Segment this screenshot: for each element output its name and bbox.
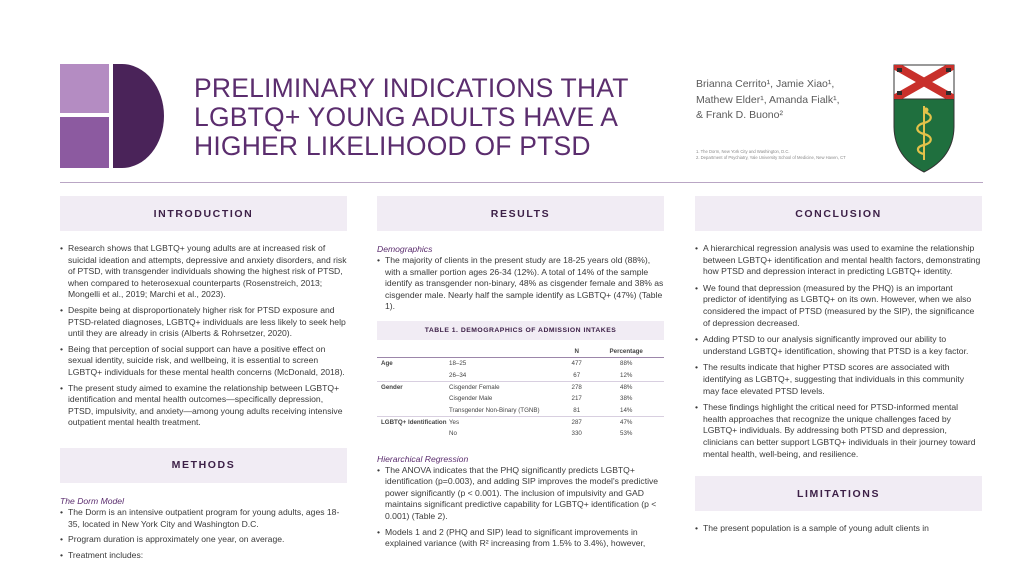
limitations-bullets [695,523,982,535]
methods-subheading: The Dorm Model [60,495,124,506]
list-item: • Program duration is approximately one year, on average. [60,534,347,546]
list-item: • Despite being at disproportionately higher risk for PTSD exposure and PTSD-related diagnoses, LGBTQ+ individuals are less likely to seek help until they are already in crisis (Alberts & Rohrsetzer, 2020). [60,305,347,340]
table-cell: Cisgender Female [449,383,500,391]
table-cell [377,428,449,439]
table-cell: 47% [620,419,633,427]
table-cell: Cisgender Male [449,395,493,403]
list-item: • These findings highlight the critical need for PTSD-informed mental health approaches that recognize the unique challenges faced by LGBTQ+ individuals. By addressing both PTSD and depression, clinicians can better support LGBTQ+ individuals in their journey toward mental health, well-being, and resilience. [695,402,982,460]
table-caption: TABLE 1. DEMOGRAPHICS OF ADMISSION INTAKES [377,321,664,340]
list-item: • The majority of clients in the present study are 18-25 years old (88%), with a smaller portion ages 26-34 (12%). A total of 14% of the sample identify as transgender non-binary, 48% as cisgender female and 38% as cisgender male. Nearly half the sample identify as LGBTQ+ (47%) (Table 1). [377,255,664,313]
table-cell [377,404,449,416]
title-line: PRELIMINARY INDICATIONS THAT [194,73,629,103]
introduction-bullets [60,243,347,429]
header-divider [60,182,983,183]
table-cell: LGBTQ+ Identification [381,419,447,427]
regression-bullets [377,465,664,550]
table-row [377,428,664,439]
list-item: • The present population is a sample of young adult clients in [695,523,982,535]
table-cell: 278 [571,383,582,391]
table-cell [377,369,449,381]
demographics-table [377,346,664,440]
limitations-heading: LIMITATIONS [695,476,982,511]
table-row [377,357,664,369]
table-cell: 18–25 [449,360,467,368]
table-cell: 330 [571,430,582,438]
poster-title [194,74,664,161]
list-item: • Being that perception of social support can have a positive effect on sexual identity, suicide risk, and wellbeing, it is essential to screen LGBTQ+ individuals for these mental health concerns (McDonald, 2018). [60,344,347,379]
methods-heading: METHODS [60,448,347,483]
table-cell: Transgender Non-Binary (TGNB) [449,404,565,416]
regression-subheading: Hierarchical Regression [377,453,469,464]
table-cell: 12% [588,369,664,381]
table-row [377,404,664,416]
table-cell: 14% [588,404,664,416]
conclusion-heading: CONCLUSION [695,196,982,231]
table-row [377,381,664,393]
demographics-subheading: Demographics [377,244,433,254]
table-row [377,393,664,404]
list-item: • We found that depression (measured by the PHQ) is an important predictor of identifying as LGBTQ+ on its own. However, when we also considered the impact of PTSD (measured by the SIP), the significance of depression decreased. [695,283,982,329]
table-row [377,369,664,381]
table-header-cell [449,346,565,358]
author-line: Brianna Cerrito¹, Jamie Xiao¹, [696,78,835,90]
column-middle [377,196,664,550]
title-line: LGBTQ+ YOUNG ADULTS HAVE A [194,102,619,132]
table-cell: Yes [449,419,460,427]
table-header-cell: N [565,346,588,358]
table-cell: 217 [571,395,582,403]
yale-shield-icon [893,64,955,174]
table-cell: 88% [620,360,633,368]
table-header-cell [377,346,449,358]
list-item: • The results indicate that higher PTSD scores are associated with identifying as LGBTQ+, suggesting that individuals in this community may face elevated PTSD levels. [695,362,982,397]
conclusion-bullets [695,243,982,460]
table-cell: 53% [620,430,633,438]
list-item: • Models 1 and 2 (PHQ and SIP) lead to significant improvements in explained variance (with R² increasing from 1.5% to 3.4%), however, [377,527,664,550]
table-cell: 287 [571,419,582,427]
table-cell: 38% [620,395,633,403]
table-header-cell: Percentage [588,346,664,358]
table-cell: 81 [565,404,588,416]
column-left [60,196,347,561]
table-cell: 67 [565,369,588,381]
table-cell: 477 [571,360,582,368]
results-heading: RESULTS [377,196,664,231]
author-list [696,77,876,124]
affiliations [696,149,896,161]
list-item: • The Dorm is an intensive outpatient program for young adults, ages 18-35, located in New York City and Washington D.C. [60,507,347,530]
introduction-heading: INTRODUCTION [60,196,347,231]
list-item: • A hierarchical regression analysis was used to examine the relationship between LGBTQ+ identification and mental health factors, demonstrating how PTSD and depression interact in predicting LGBTQ+ identity. [695,243,982,278]
list-item: • The present study aimed to examine the relationship between LGBTQ+ identification and mental health outcomes—specifically depression, PTSD, impulsivity, and anxiety—among young adults receiving intensive outpatient mental health treatment. [60,383,347,429]
title-line: HIGHER LIKELIHOOD OF PTSD [194,131,591,161]
affiliation-line: 2. Department of Psychiatry, Yale University School of Medicine, New Haven, CT [696,155,846,160]
list-item: • Treatment includes: [60,550,347,562]
list-item: • The ANOVA indicates that the PHQ significantly predicts LGBTQ+ identification (p=0.003), and adding SIP improves the model's predictive power significantly (p < 0.001). The inclusion of impulsivity and GAD maintains significant predictive capability for LGBTQ+ identification (p < 0.001) (Table 2). [377,465,664,523]
author-line: & Frank D. Buono² [696,109,783,121]
affiliation-line: 1. The Dorm, New York City and Washington, D.C. [696,149,790,154]
demographics-bullets [377,255,664,313]
table-header-row [377,346,664,358]
table-cell: No [449,430,457,438]
table-cell: Gender [381,383,403,391]
table-cell: Age [381,360,393,368]
list-item: • Research shows that LGBTQ+ young adults are at increased risk of suicidal ideation and attempts, depressive and anxiety disorders, and risk of PTSD, with transgender individuals showing the highest risk of PTSD, when compared to heterosexual counterparts (Rosenstreich, 2013; Mongelli et al., 2019; Marchi et al., 2023). [60,243,347,301]
author-line: Mathew Elder¹, Amanda Fialk¹, [696,93,840,106]
table-cell: 48% [620,383,633,391]
table-cell: 26–34 [449,369,565,381]
column-right [695,196,982,535]
methods-bullets [60,507,347,561]
dorm-logo-icon [60,64,166,168]
table-cell [377,393,449,404]
list-item: • Adding PTSD to our analysis significantly improved our ability to understand LGBTQ+ identification, showing that PTSD is a key factor. [695,334,982,357]
table-row [377,416,664,428]
